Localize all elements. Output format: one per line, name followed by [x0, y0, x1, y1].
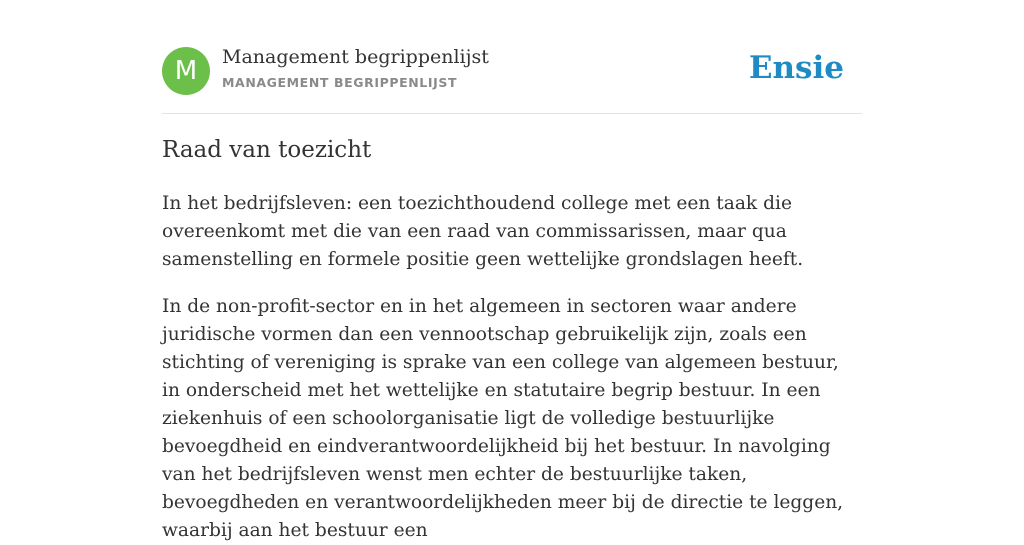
ensie-logo[interactable]: Ensie	[748, 50, 844, 86]
avatar[interactable]: M	[162, 47, 210, 95]
dictionary-subtitle: MANAGEMENT BEGRIPPENLIJST	[222, 75, 458, 90]
page-container	[162, 0, 862, 541]
entry-term: Raad van toezicht	[162, 137, 372, 163]
dictionary-title[interactable]: Management begrippenlijst	[222, 46, 489, 68]
definition-paragraph: In de non-profit-sector en in het algemeen in sectoren waar andere juridische vormen dan een vennootschap gebruikelijk zijn, zoals een stichting of vereniging is sprake van een college van algemeen bestuur, in onderscheid met het wettelijke en statutaire begrip bestuur. In een ziekenhuis of een schoolorganisatie ligt de volledige bestuurlijke bevoegdheid en eindverantwoordelijkheid bij het bestuur. In navolging van het bedrijfsleven wenst men echter de bestuurlijke taken, bevoegdheden en verantwoordelijkheden meer bij de directie te leggen, waarbij aan het bestuur een	[162, 296, 844, 541]
definition-paragraph: In het bedrijfsleven: een toezichthoudend college met een taak die overeenkomt met die van een raad van commissarissen, maar qua samenstelling en formele positie geen wettelijke grondslagen heeft.	[162, 193, 804, 270]
header	[162, 0, 862, 114]
